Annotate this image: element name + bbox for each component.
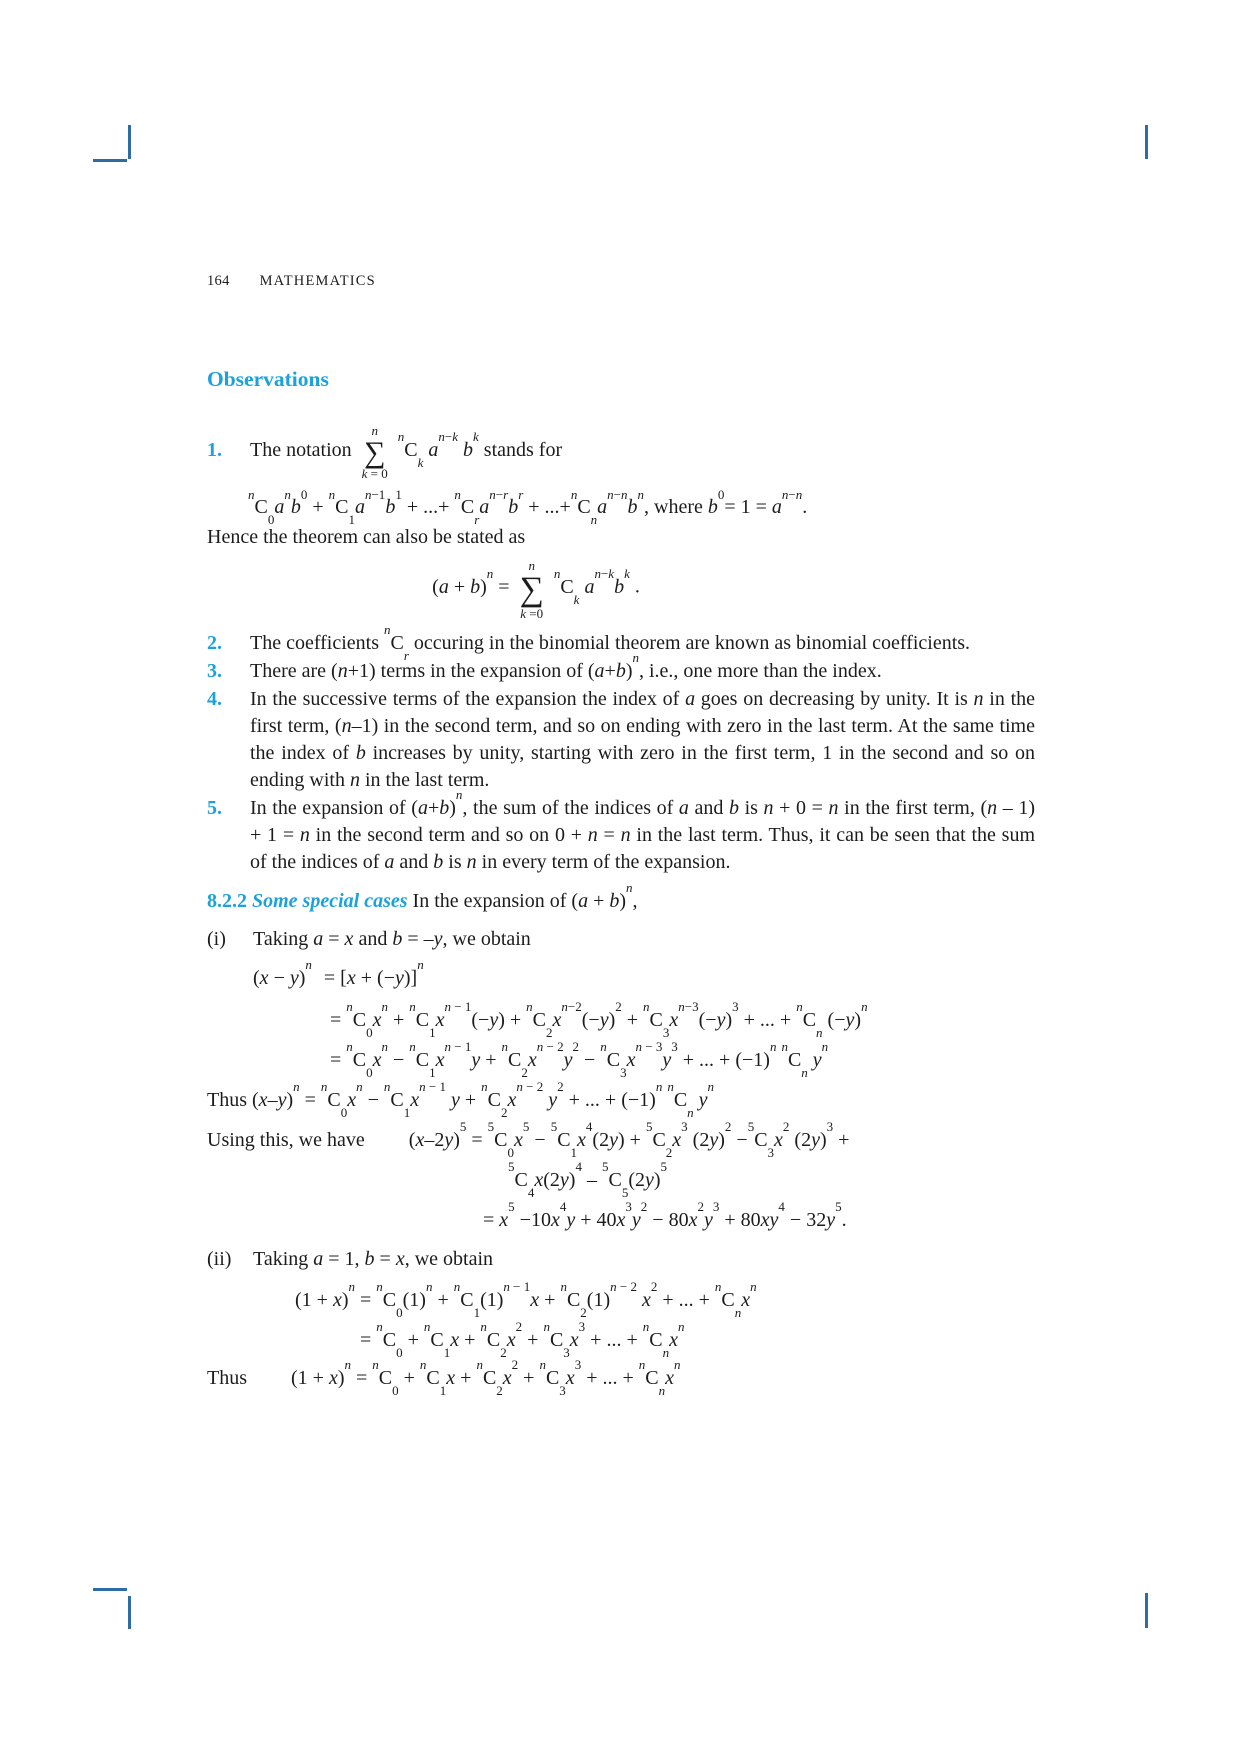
text-run: In the expansion of xyxy=(250,796,412,819)
document-content xyxy=(207,366,1036,1398)
math-run: n xyxy=(466,850,477,873)
eq-1-plus-x-1 xyxy=(207,1278,1035,1320)
eq-1-plus-x-1-text xyxy=(295,1278,1035,1320)
text-run: in the first term, xyxy=(838,796,981,819)
summation-upper-limit: n xyxy=(371,423,378,438)
observation-3-marker: 3. xyxy=(207,659,222,682)
math-run: n xyxy=(350,768,360,791)
text-run: occuring in the binomial theorem are known as binomial coefficients. xyxy=(408,631,971,654)
text-run: , i.e., one more than the index. xyxy=(638,659,882,682)
eq-x-minus-y-exp2-text xyxy=(330,1038,1035,1080)
eq-using-this-text xyxy=(207,1118,1035,1160)
crop-bottom-right-vertical xyxy=(1145,1593,1148,1628)
eq-x2y-line2-text xyxy=(508,1158,1035,1200)
text-run: . xyxy=(629,576,640,599)
case-i-marker: (i) xyxy=(207,927,226,950)
math-run: b xyxy=(728,796,739,819)
observation-2 xyxy=(207,621,1035,663)
observation-1-marker: 1. xyxy=(207,438,222,461)
text-run: Thus xyxy=(207,1366,247,1389)
text-run: , we obtain xyxy=(404,1247,494,1270)
observation-2-text xyxy=(250,621,1035,663)
math-run: = $^nC_0x^n - ^nC_1x^{n - 1}y + ^nC_2x^{n - 2}y^2 - ^nC_3x^{n - 3}y^3$ + ... + $(-1)^n$ $^nC_n$ $y^n$ xyxy=(330,1038,829,1080)
observation-5-marker: 5. xyxy=(207,796,222,819)
math-run: a = x xyxy=(313,927,354,950)
text-run: The coefficients xyxy=(250,631,385,654)
page-header xyxy=(207,272,1035,290)
observation-2-marker: 2. xyxy=(207,631,222,654)
page-column xyxy=(207,0,1036,1398)
math-run: = $x^5 -10x^4y + 40x^3y^2 - 80x^2y^3 + 80xy^4 - 32y^5$. xyxy=(483,1198,847,1231)
eq-x2y-result-text xyxy=(483,1198,1035,1235)
observation-4 xyxy=(207,686,1035,794)
summation-lower-limit: k = 0 xyxy=(361,466,388,482)
eq-x2y-result xyxy=(207,1198,1035,1235)
observation-5-text xyxy=(250,786,1036,876)
eq-x-minus-y-exp2 xyxy=(207,1038,1035,1080)
eq-x2y-line2 xyxy=(207,1158,1035,1200)
crop-top-right-vertical xyxy=(1145,125,1148,159)
eq-using-this xyxy=(207,1118,1035,1160)
text-run: There are xyxy=(250,659,332,682)
text-run: stands for xyxy=(478,438,563,461)
math-run: a xyxy=(678,796,689,819)
math-run: a xyxy=(685,687,696,710)
hence-line xyxy=(207,524,1035,551)
math-run: $(1 + x)^n = ^nC_0 + ^nC_1x + ^nC_2x^2 + ^nC_3x^3$ + ... + $^nC_nx^n$ xyxy=(291,1356,681,1398)
text-run: and xyxy=(688,796,729,819)
text-run: where xyxy=(649,496,708,519)
text-run: in the first term, xyxy=(250,687,1036,737)
text-run: and xyxy=(353,927,393,950)
crop-bottom-left-horizontal xyxy=(93,1588,127,1591)
case-ii-marker: (ii) xyxy=(207,1247,232,1270)
text-run: Observations xyxy=(207,367,329,391)
math-run: (n+1) xyxy=(331,659,376,682)
math-run: $^nC_k$ $a^{n-k}b^k$ xyxy=(553,566,630,608)
text-run: in the last term. xyxy=(360,768,490,791)
crop-top-left-horizontal xyxy=(93,159,127,162)
math-run: (n–1) xyxy=(334,714,379,737)
crop-top-left-vertical xyxy=(128,125,131,159)
math-run: a = 1, b = x xyxy=(313,1247,405,1270)
case-i xyxy=(207,926,1035,953)
observations-heading xyxy=(207,366,1035,392)
math-run: b = –y xyxy=(392,927,443,950)
page-number: 164 xyxy=(207,273,230,289)
math-run: b xyxy=(433,850,444,873)
running-head: MATHEMATICS xyxy=(259,273,376,289)
observation-4-text xyxy=(250,686,1035,794)
sigma-glyph: ∑ xyxy=(519,571,544,609)
math-run: $(1 + x)^n = ^nC_0(1)^n + ^nC_1(1)^{n - 1}x + ^nC_2(1)^{n - 2}$ $x^2$ + ... + $^nC_nx^n$ xyxy=(295,1278,757,1320)
observation-3-text xyxy=(250,649,1035,685)
text-run: in the last term. Thus, it can be seen that the sum of the indices of xyxy=(250,823,1036,873)
observation-4-marker: 4. xyxy=(207,687,222,710)
eq-thus-1-plus-x-text xyxy=(207,1356,1035,1398)
eq-x-minus-y-text xyxy=(253,956,1035,993)
observations-heading-text xyxy=(207,366,1035,392)
text-run: is xyxy=(443,850,467,873)
observation-1-text xyxy=(250,422,1035,480)
text-run: goes on decreasing by unity. It is xyxy=(695,687,974,710)
math-run: = $^nC_0x^n + ^nC_1x^{n - 1}(-y) + ^nC_2x^{n-2}(-y)^2 + ^nC_3x^{n-3}(-y)^3$ + ... + $^nC_n$ $(-y)^n$ xyxy=(330,998,868,1040)
summation-upper-limit: n xyxy=(528,558,535,574)
text-run: Thus xyxy=(207,1088,252,1111)
math-run: $^nC_r$ xyxy=(384,621,409,663)
text-run: and xyxy=(394,850,434,873)
math-run: $(x-2y)^5 = ^5C_0x^5 - ^5C_1x^4(2y) + ^5C_2x^3$ $(2y)^2 -^5C_3x^2$ $(2y)^3$ + xyxy=(408,1118,850,1160)
text-run: in every term of the expansion. xyxy=(476,850,731,873)
math-run: a xyxy=(384,850,395,873)
case-i-text xyxy=(253,926,1035,953)
text-run: Taking xyxy=(253,1247,314,1270)
text-run: terms in the expansion of xyxy=(375,659,588,682)
summation-symbol xyxy=(362,424,388,482)
math-run: n + 0 = n xyxy=(763,796,839,819)
text-run: , the sum of the indices of xyxy=(462,796,679,819)
text-run: in the second term and so on xyxy=(309,823,555,846)
math-run: $^nC_0a^nb^0 + ^nC_1a^{n-1}b^1$ + ...+ $^nC_ra^{n-r}b^r + ...+^nC_na^{n-n}b^n$, xyxy=(248,486,649,528)
text-run: Using this, we have xyxy=(207,1128,365,1151)
binomial-expansion-line-text xyxy=(248,486,1035,528)
text-run: is xyxy=(738,796,764,819)
binomial-theorem-equation-text xyxy=(207,557,865,619)
case-ii xyxy=(207,1246,1035,1273)
eq-1-plus-x-2-text xyxy=(360,1318,1035,1360)
hence-line-text xyxy=(207,524,1035,551)
eq-thus-1-plus-x xyxy=(207,1356,1035,1398)
math-run: $(a+b)^n$ xyxy=(411,786,463,819)
text-run: , we obtain xyxy=(442,927,531,950)
observation-5 xyxy=(207,786,1036,876)
math-run: = $[x + (-y)]^n$ xyxy=(323,956,424,989)
text-run: In the successive terms of the expansion the index of xyxy=(250,687,686,710)
case-ii-text xyxy=(253,1246,1035,1273)
crop-bottom-left-vertical xyxy=(128,1596,131,1629)
text-run: in the second term, and so on ending with zero in the last term. At the same time the index of xyxy=(250,714,1035,764)
eq-x-minus-y-exp1 xyxy=(207,998,1035,1040)
binomial-theorem-equation xyxy=(207,557,1035,619)
summation-symbol xyxy=(520,559,544,621)
binomial-expansion-line xyxy=(207,486,1035,528)
eq-x-minus-y xyxy=(207,956,1035,993)
observation-3 xyxy=(207,649,1035,685)
eq-thus-x-minus-y xyxy=(207,1078,1035,1120)
math-run: $(x - y)^n$ xyxy=(253,956,312,989)
section-8-2-2 xyxy=(207,879,1035,915)
eq-thus-x-minus-y-text xyxy=(207,1078,1035,1120)
text-run: Taking xyxy=(253,927,314,950)
math-run: n xyxy=(973,687,984,710)
text-run: Hence the theorem can also be stated as xyxy=(207,526,526,549)
text-run: increases by unity, starting with zero in the first term, 1 in the second and so on ending with xyxy=(250,741,1035,791)
section-8-2-2-text xyxy=(207,879,1035,915)
summation-lower-limit: k =0 xyxy=(520,605,544,621)
math-run: = $^nC_0 + ^nC_1x + ^nC_2x^2 + ^nC_3x^3$ + ... + $^nC_nx^n$ xyxy=(360,1318,685,1360)
eq-x-minus-y-exp1-text xyxy=(330,998,1035,1040)
text-run: Some special cases xyxy=(252,889,408,912)
math-run: 0 + n = n xyxy=(554,823,631,846)
math-run: $b^0= 1 = a^{n-n}$. xyxy=(707,486,808,519)
math-run: $(a + b)^n$, xyxy=(571,879,638,912)
math-run: (n – 1) + 1 = n xyxy=(250,796,1036,846)
eq-1-plus-x-2 xyxy=(207,1318,1035,1360)
math-run: $(a+b)^n$ xyxy=(587,649,639,682)
math-run: $(a + b)^n$ = xyxy=(432,566,515,599)
text-run: 8.2.2 xyxy=(207,889,252,912)
text-run: In the expansion of xyxy=(407,889,572,912)
sigma-glyph: ∑ xyxy=(364,435,386,469)
math-run: b xyxy=(355,741,366,764)
math-run: $^5C_4x(2y)^4 - ^5C_5(2y)^5$ xyxy=(508,1158,668,1200)
math-run: $(x-y)^n = ^nC_0x^n - ^nC_1x^{n - 1}$ $y + ^nC_2x^{n - 2}$ $y^2$ + ... + $(-1)^n$ $^nC_n$ $y^n$ xyxy=(252,1078,715,1120)
text-run: The notation xyxy=(250,438,357,461)
observation-1 xyxy=(207,422,1035,480)
math-run: $^nC_k$ $a^{n-k}$ $b^k$ xyxy=(397,429,479,470)
